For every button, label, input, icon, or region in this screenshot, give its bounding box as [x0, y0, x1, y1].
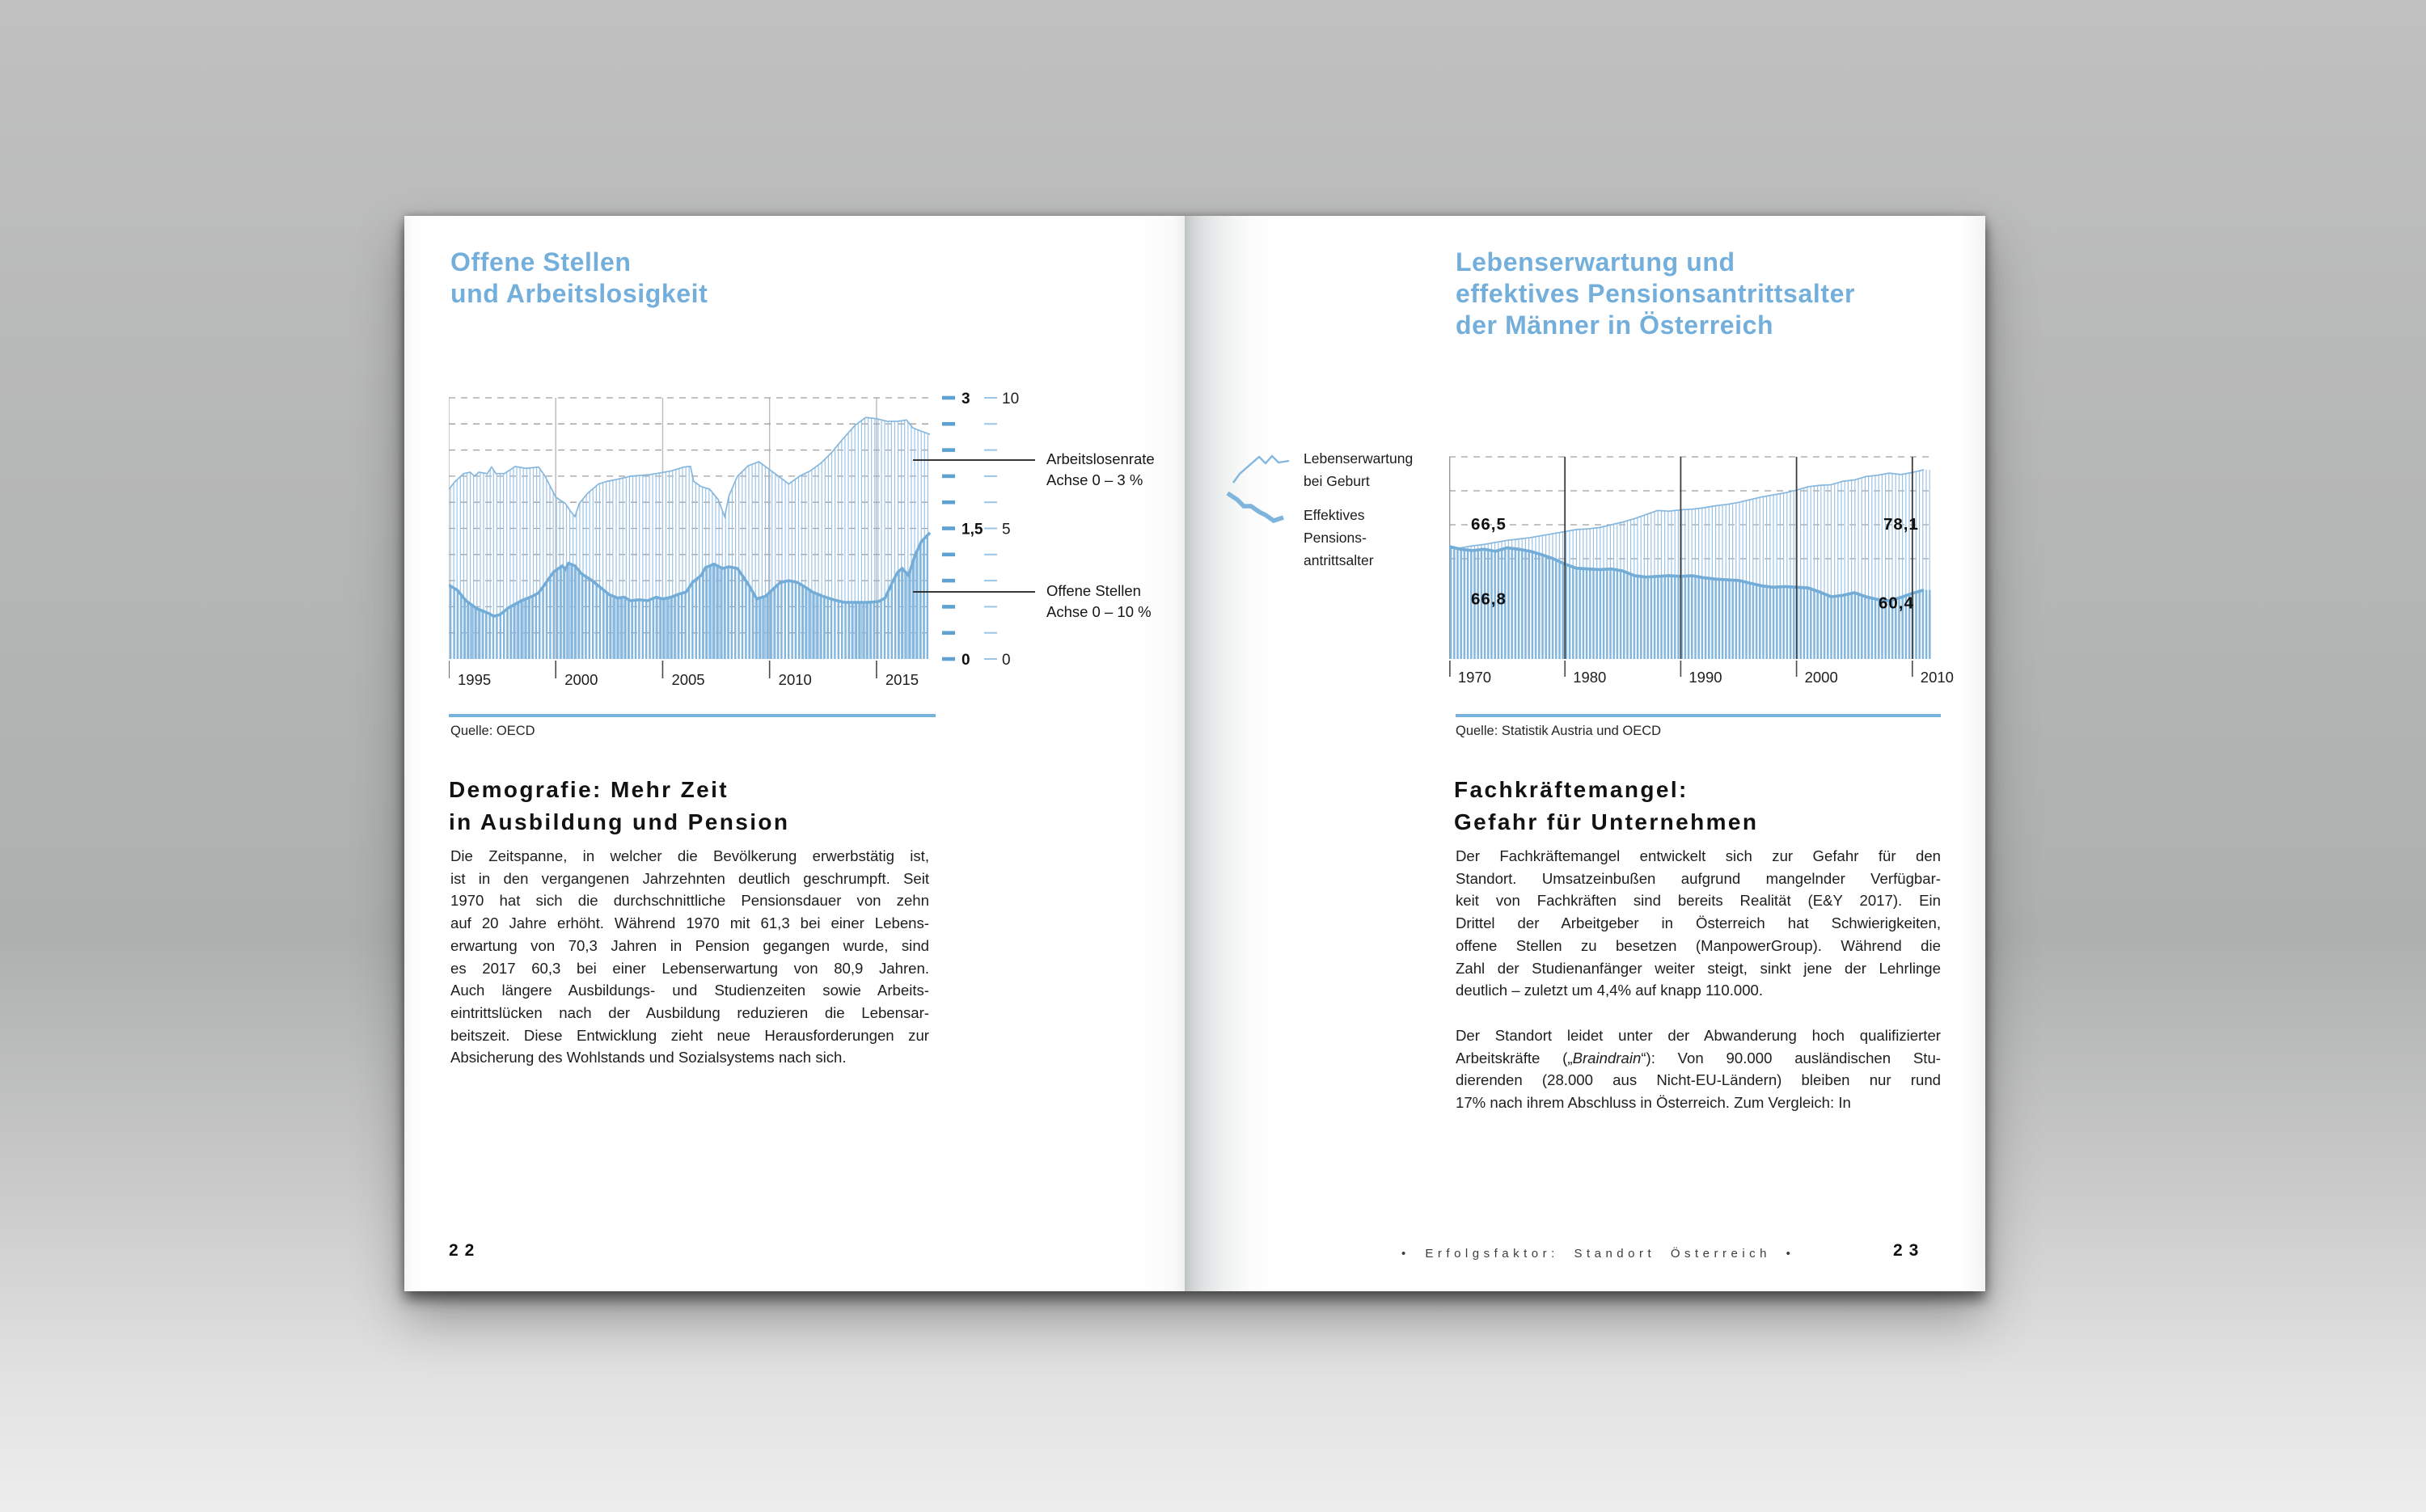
text-line: dierenden (28.000 aus Nicht-EU-Ländern) bleiben nur rund [1456, 1071, 1941, 1089]
heading-line: in Ausbildung und Pension [449, 809, 790, 834]
section-heading [1454, 774, 1758, 838]
text-line: deutlich – zuletzt um 4,4% auf knapp 110.000. [1456, 982, 1764, 999]
svg-text:2015: 2015 [885, 671, 919, 688]
source-note: Quelle: Statistik Austria und OECD [1456, 724, 1662, 738]
heading-line: Fachkräftemangel: [1454, 777, 1688, 802]
svg-text:1980: 1980 [1573, 669, 1607, 686]
svg-text:2000: 2000 [1804, 669, 1838, 686]
text-line: offene Stellen zu besetzen (ManpowerGroup). Während die [1456, 936, 1941, 954]
text-line: Der Standort leidet unter der Abwanderung hoch qualifizierter [1456, 1027, 1941, 1044]
running-footer: • Erfolgsfaktor: Standort Österreich • [1401, 1247, 1795, 1261]
right-chart-title [1456, 247, 1855, 341]
text-line: Die Zeitspanne, in welcher die Bevölkerung erwerbstätig ist, [450, 847, 929, 864]
svg-text:66,5: 66,5 [1471, 515, 1507, 534]
legend-label-pensionsantrittsalter [1304, 504, 1374, 572]
svg-text:0: 0 [962, 652, 970, 669]
legend-label-lebenserwartung [1304, 447, 1413, 492]
vacancies-unemployment-chart [449, 386, 1152, 710]
text-line: ist in den vergangenen Jahrzehnten deutlich geschrumpft. Seit [450, 869, 929, 887]
text-line: Drittel der Arbeitgeber in Österreich hat Schwierigkeiten, [1456, 914, 1941, 932]
section-heading [449, 774, 789, 838]
title-line: effektives Pensionsantrittsalter [1456, 279, 1856, 308]
svg-text:78,1: 78,1 [1883, 515, 1919, 534]
legend-text-line: bei Geburt [1304, 473, 1370, 489]
text-line: Absicherung des Wohlstands und Sozialsystems nach sich. [450, 1049, 847, 1066]
page-number: 22 [449, 1241, 481, 1260]
text-line: keit von Fachkräften sind bereits Realität (E&Y 2017). Ein [1456, 892, 1941, 910]
text-line: Zahl der Studienanfänger weiter steigt, sinkt jene der Lehrlinge [1456, 959, 1941, 977]
title-line: und Arbeitslosigkeit [450, 279, 708, 308]
body-paragraph [450, 845, 929, 1069]
callout-line-text: Achse 0 – 3 % [1046, 471, 1143, 488]
text-line: eintrittslücken nach der Ausbildung reduzieren die Lebensar- [450, 1003, 929, 1021]
callout-line-text: Achse 0 – 10 % [1046, 603, 1152, 620]
text-line: beitszeit. Diese Entwicklung zieht neue Herausforderungen zur [450, 1026, 929, 1044]
svg-text:3: 3 [962, 391, 970, 408]
legend-thin-line-icon [1229, 452, 1295, 488]
callout-arbeitslosenrate [1046, 449, 1155, 491]
body-paragraph [1456, 1024, 1941, 1114]
heading-line: Gefahr für Unternehmen [1454, 809, 1759, 834]
legend-text-line: Effektives [1304, 507, 1365, 523]
svg-text:2005: 2005 [671, 671, 705, 688]
text-line: Arbeitskräfte („Braindrain“): Von 90.000 ausländischen Stu- [1456, 1049, 1942, 1066]
callout-offene-stellen [1046, 581, 1152, 623]
callout-line-text: Offene Stellen [1046, 582, 1141, 599]
source-note: Quelle: OECD [450, 724, 535, 738]
svg-text:10: 10 [1002, 391, 1020, 408]
divider-rule [1456, 714, 1941, 717]
svg-text:66,8: 66,8 [1471, 589, 1507, 609]
legend-text-line: Lebenserwartung [1304, 450, 1414, 467]
svg-text:0: 0 [1002, 652, 1011, 669]
text-line: Standort. Umsatzeinbußen aufgrund mangelnder Verfügbar- [1456, 869, 1941, 887]
text-line: auf 20 Jahre erhöht. Während 1970 mit 61,3 bei einer Lebens- [450, 914, 929, 932]
legend-text-line: antrittsalter [1304, 552, 1374, 568]
svg-text:60,4: 60,4 [1879, 593, 1914, 613]
svg-text:2000: 2000 [564, 671, 598, 688]
text-line: Auch längere Ausbildungs- und Studienzeiten sowie Arbeits- [450, 982, 929, 999]
title-line: Offene Stellen [450, 247, 632, 277]
life-expectancy-retirement-chart [1449, 441, 1975, 693]
divider-rule [449, 714, 936, 717]
legend-text-line: Pensions- [1304, 530, 1367, 546]
legend-thick-line-icon [1224, 488, 1296, 528]
svg-text:1995: 1995 [458, 671, 492, 688]
text-line: erwartung von 70,3 Jahren in Pension gegangen wurde, sind [450, 936, 929, 954]
left-chart-title [450, 247, 708, 310]
svg-text:1,5: 1,5 [962, 521, 983, 538]
title-line: der Männer in Österreich [1456, 310, 1774, 340]
svg-text:1970: 1970 [1457, 669, 1492, 686]
text-line: 17% nach ihrem Abschluss in Österreich. Zum Vergleich: In [1456, 1094, 1851, 1112]
text-line: 1970 hat sich die durchschnittliche Pensionsdauer von zehn [450, 892, 929, 910]
spread [404, 216, 1985, 1291]
page-number: 23 [1893, 1241, 1925, 1260]
page-left [404, 216, 1185, 1291]
text-line: Der Fachkräftemangel entwickelt sich zur Gefahr für den [1456, 847, 1941, 864]
svg-text:2010: 2010 [778, 671, 812, 688]
svg-text:5: 5 [1002, 521, 1011, 538]
heading-line: Demografie: Mehr Zeit [449, 777, 729, 802]
callout-line-text: Arbeitslosenrate [1046, 450, 1155, 467]
svg-text:1990: 1990 [1688, 669, 1722, 686]
svg-text:2010: 2010 [1920, 669, 1954, 686]
text-line: es 2017 60,3 bei einer Lebenserwartung von 80,9 Jahren. [450, 959, 929, 977]
page-right [1185, 216, 1985, 1291]
body-paragraph [1456, 845, 1941, 1002]
title-line: Lebenserwartung und [1456, 247, 1735, 277]
